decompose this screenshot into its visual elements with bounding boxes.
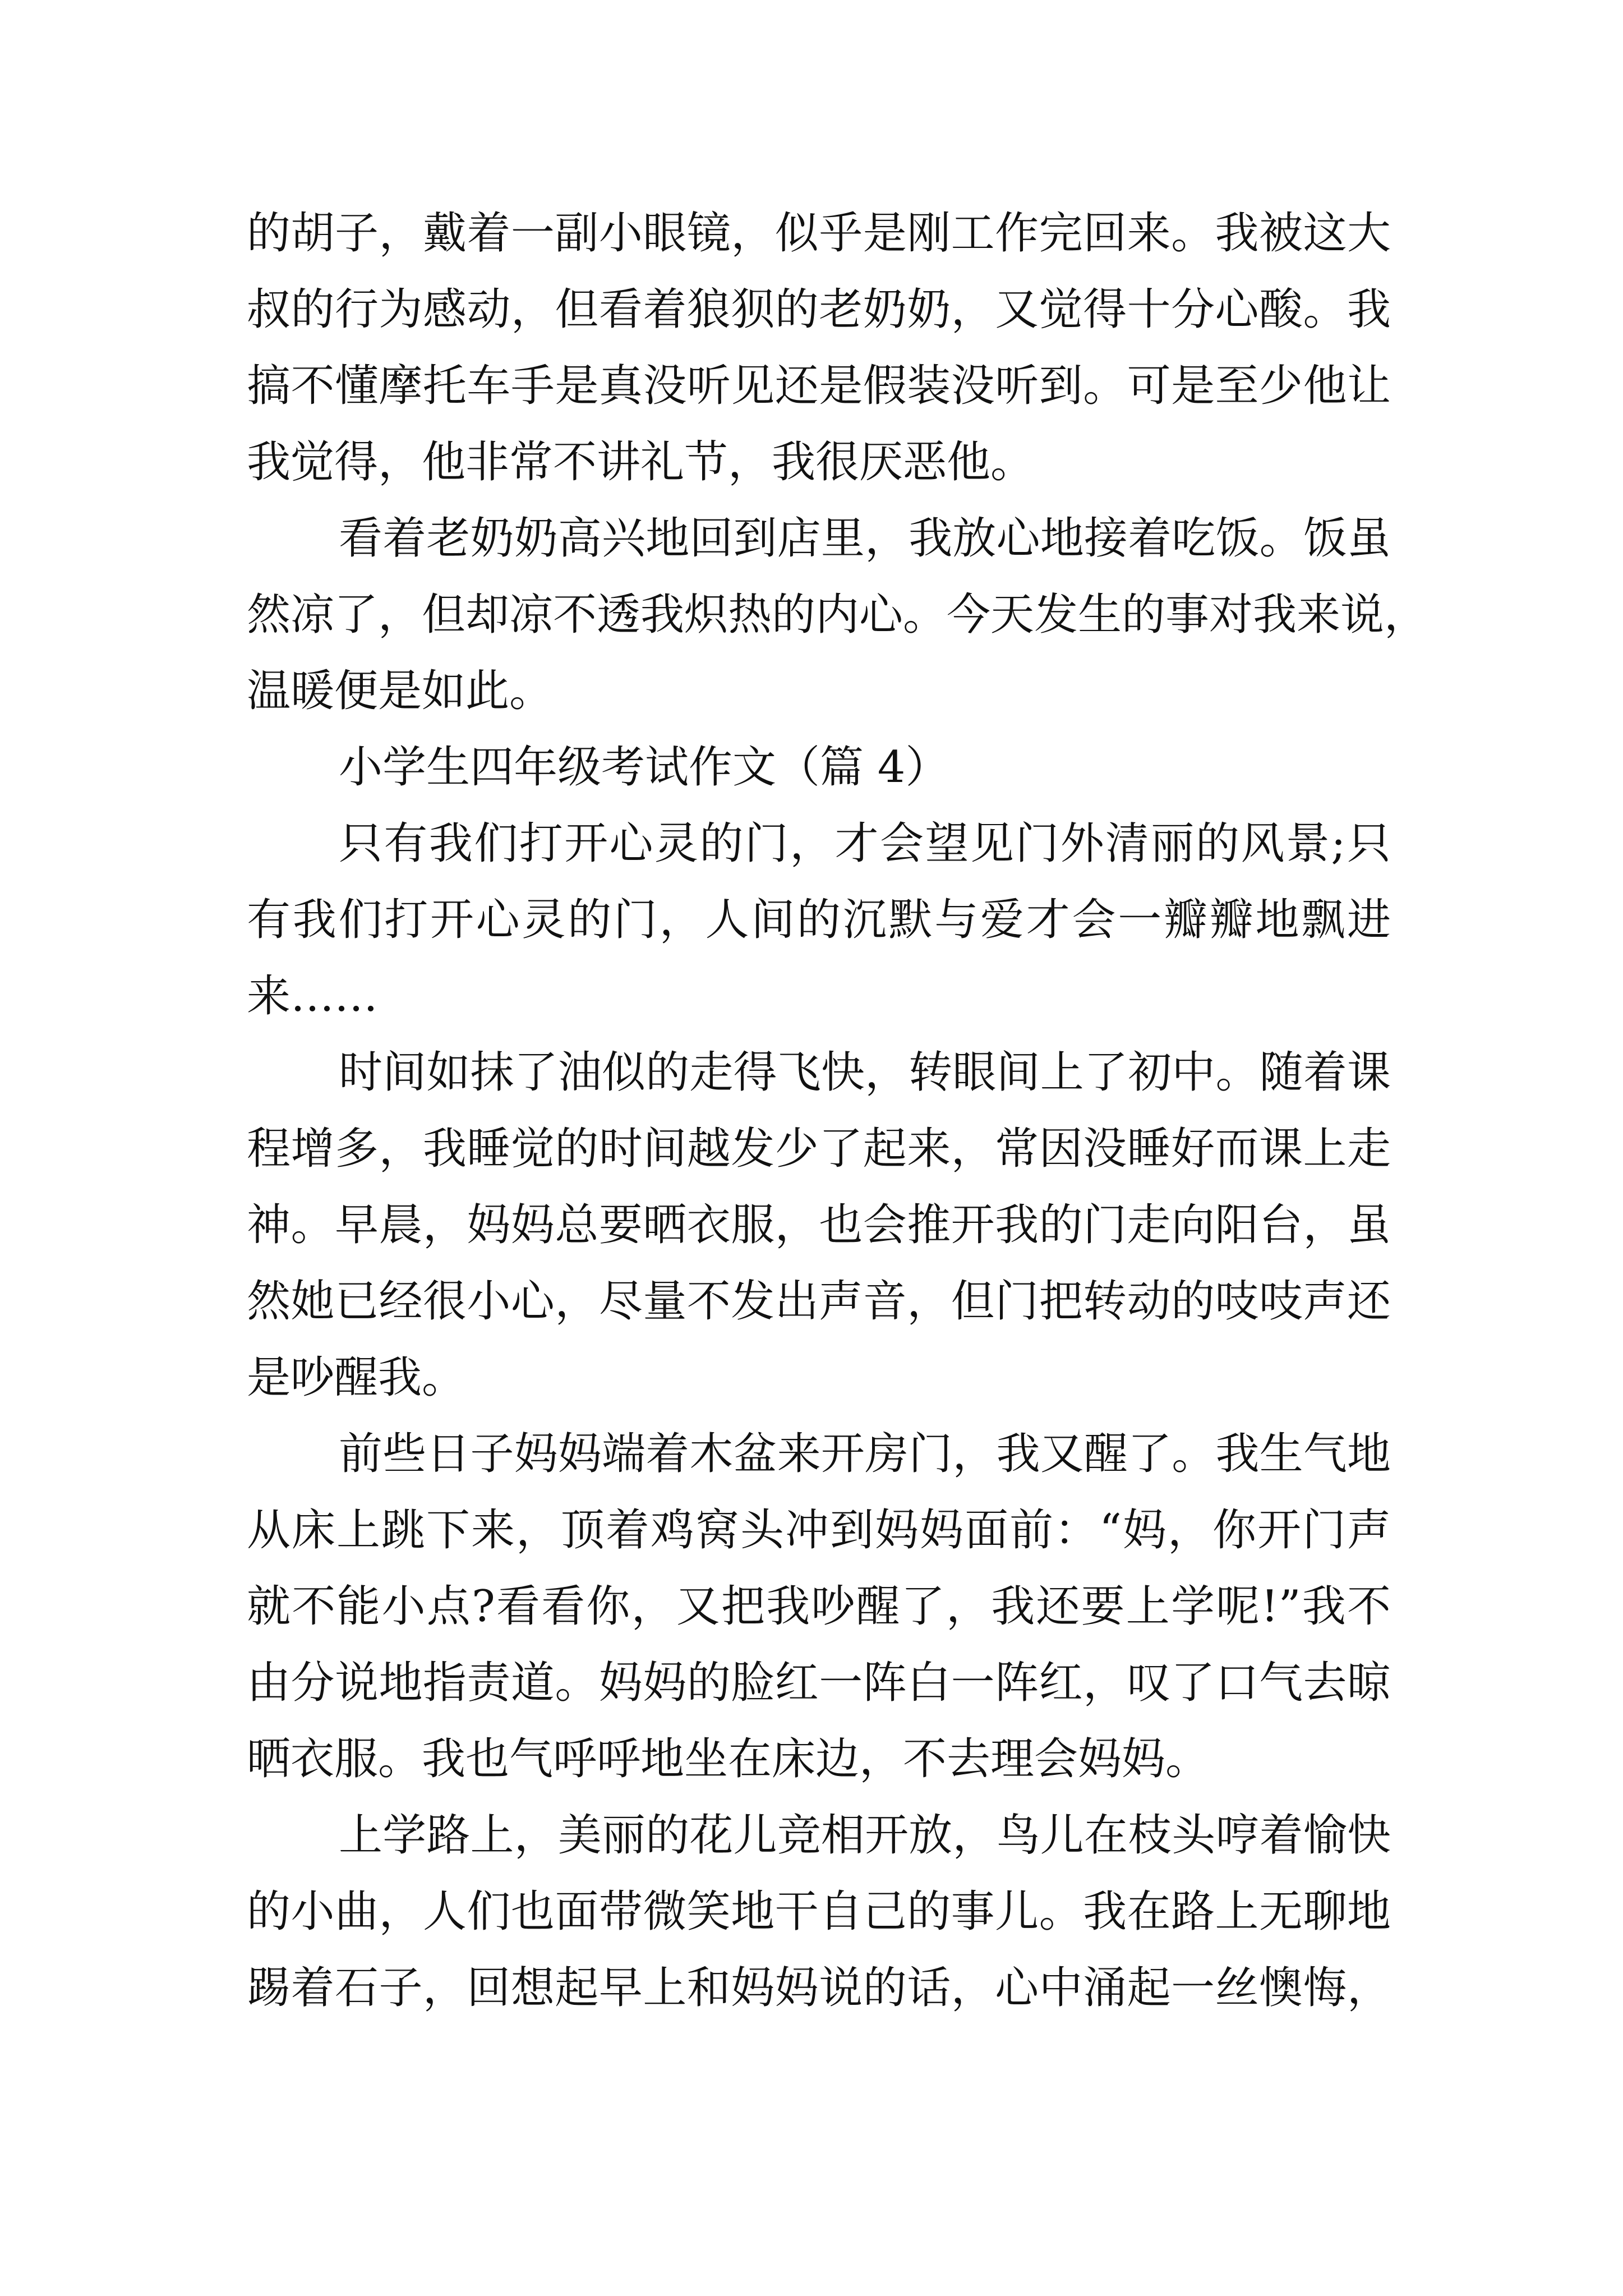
- paragraph: [247, 195, 1391, 500]
- text-line: 然她已经很小心，尽量不发出声音，但门把转动的吱吱声还: [247, 1276, 1391, 1327]
- text-line: 就不能小点?看看你，又把我吵醒了，我还要上学呢!”我不: [247, 1581, 1391, 1632]
- paragraph: [247, 806, 1391, 1034]
- text-line: 看着老奶奶高兴地回到店里，我放心地接着吃饭。饭虽: [339, 513, 1391, 564]
- text-line: 从床上跳下来，顶着鸡窝头冲到妈妈面前：“妈，你开门声: [247, 1505, 1391, 1556]
- text-line: 踢着石子，回想起早上和妈妈说的话，心中涌起一丝懊悔，: [247, 1963, 1391, 2013]
- text-line: 只有我们打开心灵的门，才会望见门外清丽的风景;只: [339, 818, 1391, 869]
- text-line: 上学路上，美丽的花儿竞相开放，鸟儿在枝头哼着愉快: [339, 1810, 1391, 1861]
- text-line: 有我们打开心灵的门，人间的沉默与爱才会一瓣瓣地飘进: [247, 895, 1391, 945]
- section-heading: [247, 729, 1391, 806]
- text-line: 来……: [247, 971, 379, 1022]
- paragraph: [247, 1416, 1391, 1797]
- text-line: 是吵醒我。: [247, 1352, 466, 1403]
- paragraph: [247, 1797, 1391, 2026]
- text-line: 的小曲，人们也面带微笑地干自己的事儿。我在路上无聊地: [247, 1887, 1391, 1937]
- text-line: 神。早晨，妈妈总要晒衣服，也会推开我的门走向阳台，虽: [247, 1200, 1391, 1250]
- paragraph: [247, 500, 1428, 729]
- text-line: 前些日子妈妈端着木盆来开房门，我又醒了。我生气地: [339, 1429, 1391, 1479]
- text-line: 由分说地指责道。妈妈的脸红一阵白一阵红，叹了口气去晾: [247, 1658, 1391, 1708]
- text-line: 程增多，我睡觉的时间越发少了起来，常因没睡好而课上走: [247, 1124, 1391, 1174]
- text-line: 然凉了，但却凉不透我炽热的内心。今天发生的事对我来说，: [247, 590, 1428, 640]
- text-line: 我觉得，他非常不讲礼节，我很厌恶他。: [247, 437, 1035, 487]
- text-line: 晒衣服。我也气呼呼地坐在床边，不去理会妈妈。: [247, 1734, 1210, 1784]
- text-line: 叔的行为感动，但看着狼狈的老奶奶，又觉得十分心酸。我: [247, 284, 1391, 335]
- heading-text: 小学生四年级考试作文（篇 4）: [339, 742, 949, 793]
- text-line: 搞不懂摩托车手是真没听见还是假装没听到。可是至少他让: [247, 361, 1391, 411]
- text-line: 温暖便是如此。: [247, 666, 554, 716]
- text-line: 的胡子，戴着一副小眼镜，似乎是刚工作完回来。我被这大: [247, 208, 1391, 259]
- text-line: 时间如抹了油似的走得飞快，转眼间上了初中。随着课: [339, 1047, 1391, 1098]
- document-body: [247, 195, 1428, 2026]
- paragraph: [247, 1034, 1391, 1416]
